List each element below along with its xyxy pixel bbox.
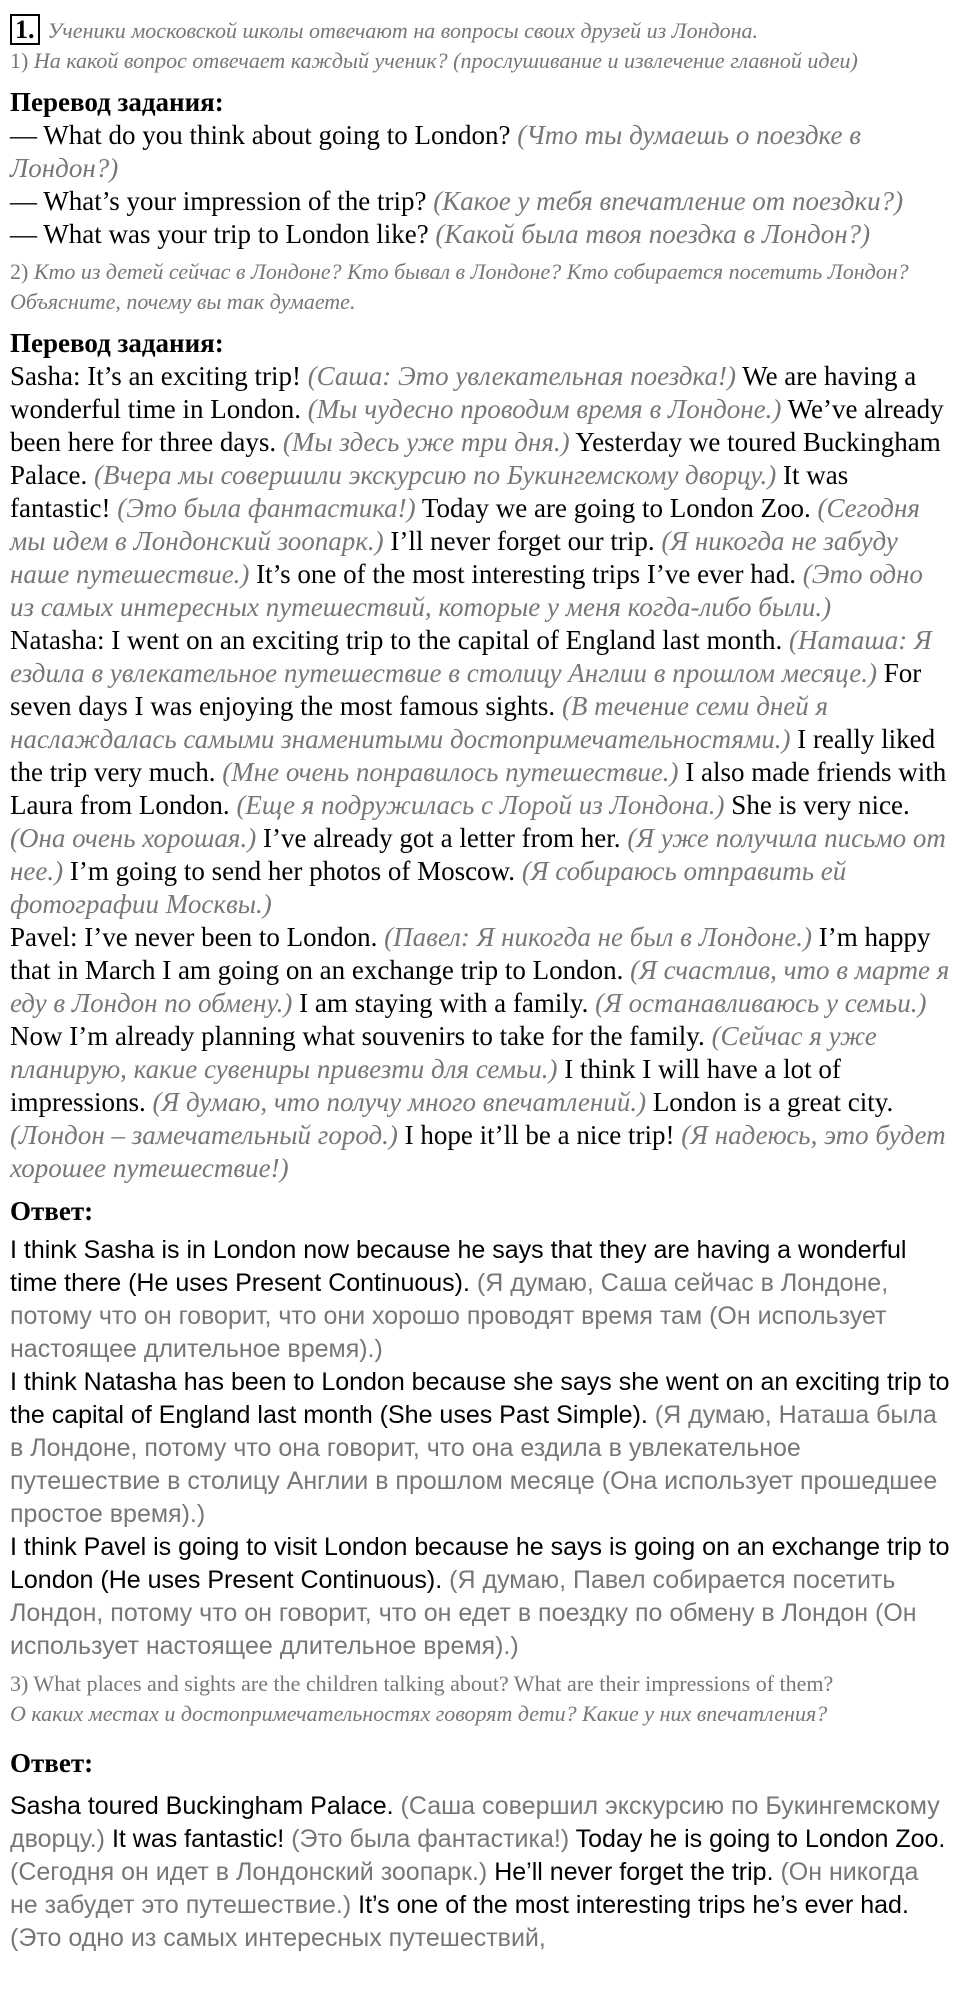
sentence-ru: (Вчера мы совершили экскурсию по Букингемскому дворцу.) bbox=[93, 460, 777, 490]
sentence-en: I’ll never forget our trip. bbox=[390, 526, 655, 556]
sentence-ru: (Я собираюсь отправить ей фотографии Москвы.) bbox=[10, 856, 847, 919]
answer-ru: (Я думаю, Саша сейчас в Лондоне, потому что он говорит, что они хорошо проводят время там (Он использует настоящее длительное время).) bbox=[10, 1269, 889, 1363]
subtask-2 bbox=[10, 257, 950, 317]
answer-pavel bbox=[10, 1531, 950, 1663]
sentence-ru: (Я уже получила письмо от нее.) bbox=[10, 823, 946, 886]
subtask-3-ru: О каких местах и достопримечательностях говорят дети? Какие у них впечатления? bbox=[10, 1701, 828, 1726]
sentence-en: It’s one of the most interesting trips I’ve ever had. bbox=[256, 559, 797, 589]
sentence-en: Sasha: It’s an exciting trip! bbox=[10, 361, 301, 391]
sentence-ru: (Наташа: Я ездила в увлекательное путешествие в столицу Англии в прошлом месяце.) bbox=[10, 625, 932, 688]
answer-en: Today he is going to London Zoo. bbox=[575, 1825, 946, 1853]
answer-3-paragraph bbox=[10, 1790, 950, 1955]
sentence-ru: (Это была фантастика!) bbox=[117, 493, 416, 523]
sentence-en: Natasha: I went on an exciting trip to the capital of England last month. bbox=[10, 625, 783, 655]
sentence-ru: (Саша: Это увлекательная поездка!) bbox=[307, 361, 736, 391]
subtask-1-text: На какой вопрос отвечает каждый ученик? (прослушивание и извлечение главной идеи) bbox=[33, 48, 858, 73]
question-ru: (Какой была твоя поездка в Лондон?) bbox=[435, 219, 871, 249]
question-en: — What do you think about going to London? bbox=[10, 120, 511, 150]
sentence-ru: (Я думаю, что получу много впечатлений.) bbox=[152, 1087, 647, 1117]
sentence-ru: (Я надеюсь, это будет хорошее путешествие!) bbox=[10, 1120, 946, 1183]
subtask-2-text: Кто из детей сейчас в Лондоне? Кто бывал в Лондоне? Кто собирается посетить Лондон? Объясните, почему вы так думаете. bbox=[10, 259, 909, 314]
sentence-ru: (Это одно из самых интересных путешествий, которые у меня когда-либо были.) bbox=[10, 559, 923, 622]
answer-natasha bbox=[10, 1366, 950, 1531]
questions-list bbox=[10, 119, 950, 251]
answer-ru: (Я думаю, Наташа была в Лондоне, потому что она говорит, что она ездила в увлекательное путешествие в столицу Англии в прошлом месяце (Она использует прошедшее простое время).) bbox=[10, 1401, 938, 1528]
subtask-3-en: 3) What places and sights are the children talking about? What are their impressions of them? bbox=[10, 1671, 834, 1696]
answer-ru: (Это одно из самых интересных путешествий, bbox=[10, 1924, 546, 1952]
sentence-ru: (Я останавливаюсь у семьи.) bbox=[595, 988, 927, 1018]
sasha-paragraph bbox=[10, 360, 950, 624]
natasha-paragraph bbox=[10, 624, 950, 921]
answer-ru: (Сегодня он идет в Лондонский зоопарк.) bbox=[10, 1858, 488, 1886]
sentence-en: For seven days I was enjoying the most famous sights. bbox=[10, 658, 922, 721]
answer-en: I think Natasha has been to London because she says she went on an exciting trip to the capital of England last month (She uses Past Simple). bbox=[10, 1368, 950, 1429]
task-title: Ученики московской школы отвечают на вопросы своих друзей из Лондона. bbox=[47, 18, 759, 43]
sentence-ru: (Я счастлив, что в марте я еду в Лондон по обмену.) bbox=[10, 955, 950, 1018]
sentence-en: It was fantastic! bbox=[10, 460, 849, 523]
answer-en: He’ll never forget the trip. bbox=[494, 1858, 774, 1886]
sentence-en: Now I’m already planning what souvenirs to take for the family. bbox=[10, 1021, 705, 1051]
sentence-ru: (Сегодня мы идем в Лондонский зоопарк.) bbox=[10, 493, 920, 556]
task-number: 1. bbox=[10, 14, 40, 45]
subtask-2-number: 2) bbox=[10, 259, 29, 284]
answer-en: It’s one of the most interesting trips he’s ever had. bbox=[358, 1891, 909, 1919]
sentence-en: I hope it’ll be a nice trip! bbox=[404, 1120, 675, 1150]
answer-ru: (Саша совершил экскурсию по Букингемскому дворцу.) bbox=[10, 1792, 940, 1853]
answer-ru: (Это была фантастика!) bbox=[291, 1825, 570, 1853]
sentence-ru: (Сейчас я уже планирую, какие сувениры привезти для семьи.) bbox=[10, 1021, 877, 1084]
sentence-en: London is a great city. bbox=[652, 1087, 894, 1117]
sentence-ru: (Мы чудесно проводим время в Лондоне.) bbox=[307, 394, 782, 424]
sentence-en: We are having a wonderful time in London. bbox=[10, 361, 917, 424]
sentence-ru: (Она очень хорошая.) bbox=[10, 823, 257, 853]
subtask-1 bbox=[10, 46, 950, 76]
sentence-ru: (Мы здесь уже три дня.) bbox=[282, 427, 570, 457]
answer-heading-2: Ответ: bbox=[10, 1748, 94, 1778]
question-en: — What’s your impression of the trip? bbox=[10, 186, 427, 216]
sentence-en: I’m happy that in March I am going on an exchange trip to London. bbox=[10, 922, 931, 985]
translation-heading-2: Перевод задания: bbox=[10, 328, 224, 358]
question-ru: (Что ты думаешь о поездке в Лондон?) bbox=[10, 120, 861, 183]
answer-ru: (Он никогда не забудет это путешествие.) bbox=[10, 1858, 919, 1919]
translation-heading-1: Перевод задания: bbox=[10, 87, 224, 117]
task-header bbox=[10, 14, 950, 46]
sentence-en: Today we are going to London Zoo. bbox=[421, 493, 811, 523]
question-en: — What was your trip to London like? bbox=[10, 219, 429, 249]
sentence-en: I’ve already got a letter from her. bbox=[262, 823, 621, 853]
sentence-ru: (В течение семи дней я наслаждалась самыми знаменитыми достопримечательностями.) bbox=[10, 691, 829, 754]
sentence-en: I am staying with a family. bbox=[299, 988, 589, 1018]
pavel-paragraph bbox=[10, 921, 950, 1185]
sentence-en: We’ve already been here for three days. bbox=[10, 394, 944, 457]
sentence-en: I’m going to send her photos of Moscow. bbox=[69, 856, 516, 886]
sentence-ru: (Павел: Я никогда не был в Лондоне.) bbox=[384, 922, 813, 952]
answer-en: I think Sasha is in London now because he says that they are having a wonderful time there (He uses Present Continuous). bbox=[10, 1236, 907, 1297]
sentence-en: I really liked the trip very much. bbox=[10, 724, 936, 787]
answer-en: It was fantastic! bbox=[111, 1825, 285, 1853]
answer-en: I think Pavel is going to visit London because he says is going on an exchange trip to London (He uses Present Continuous). bbox=[10, 1533, 950, 1594]
answer-ru: (Я думаю, Павел собирается посетить Лондон, потому что он говорит, что он едет в поездку по обмену в Лондон (Он использует настоящее длительное время).) bbox=[10, 1566, 917, 1660]
answers-block bbox=[10, 1234, 950, 1663]
sentence-en: I think I will have a lot of impressions. bbox=[10, 1054, 841, 1117]
sentence-ru: (Еще я подружилась с Лорой из Лондона.) bbox=[236, 790, 725, 820]
sentence-ru: (Мне очень понравилось путешествие.) bbox=[222, 757, 679, 787]
sentence-ru: (Лондон – замечательный город.) bbox=[10, 1120, 398, 1150]
subtask-1-number: 1) bbox=[10, 48, 29, 73]
answer-sasha bbox=[10, 1234, 950, 1366]
question-1 bbox=[10, 119, 950, 185]
sentence-en: I also made friends with Laura from London. bbox=[10, 757, 947, 820]
sentence-ru: (Я никогда не забуду наше путешествие.) bbox=[10, 526, 898, 589]
answer-heading-1: Ответ: bbox=[10, 1196, 94, 1226]
sentence-en: Pavel: I’ve never been to London. bbox=[10, 922, 378, 952]
question-2 bbox=[10, 185, 950, 218]
question-ru: (Какое у тебя впечатление от поездки?) bbox=[433, 186, 904, 216]
question-3 bbox=[10, 218, 950, 251]
sentence-en: Yesterday we toured Buckingham Palace. bbox=[10, 427, 941, 490]
subtask-3 bbox=[10, 1669, 950, 1729]
answer-en: Sasha toured Buckingham Palace. bbox=[10, 1792, 394, 1820]
sentence-en: She is very nice. bbox=[731, 790, 910, 820]
